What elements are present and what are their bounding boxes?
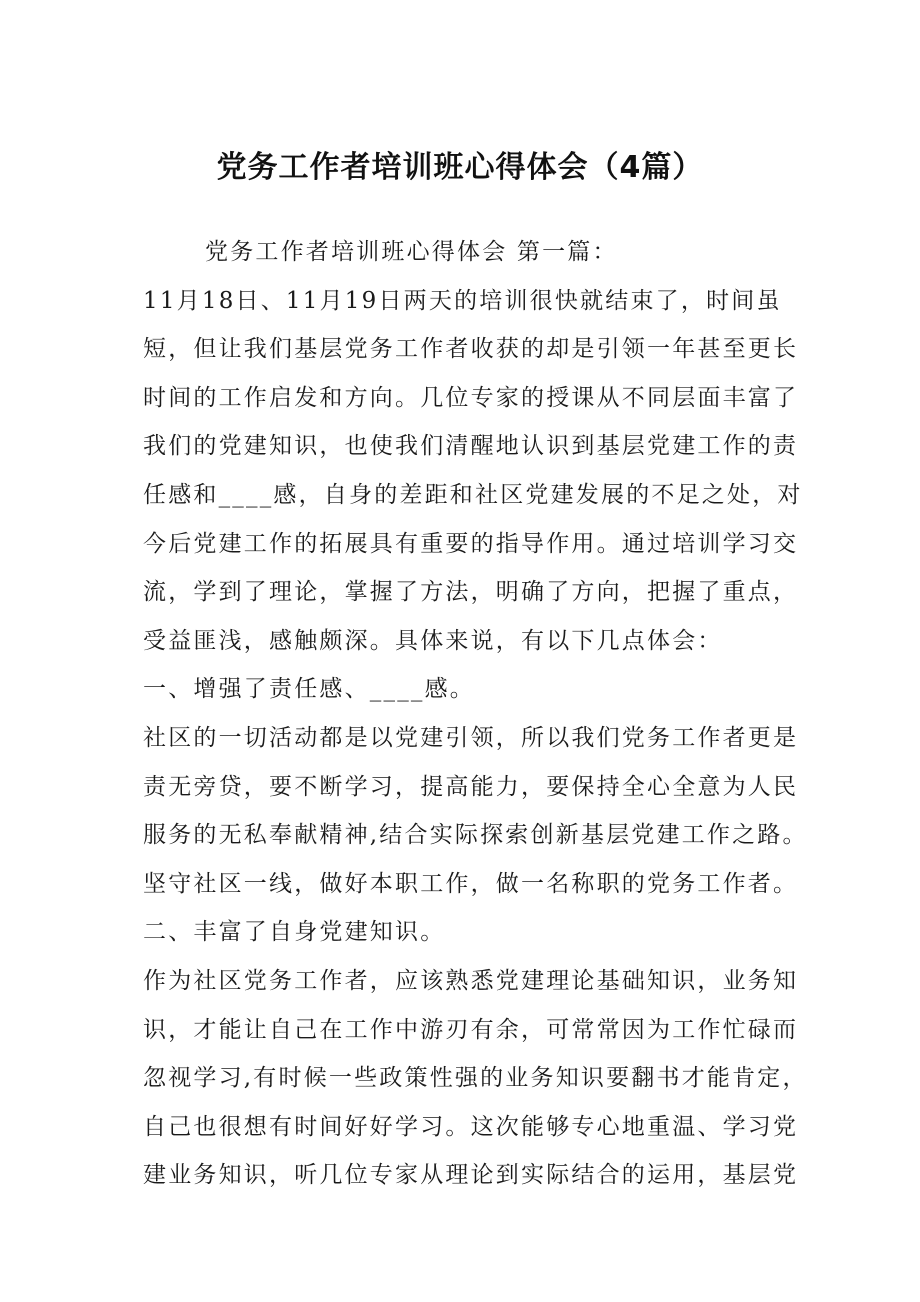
paragraph-line: 任感和____感，自身的差距和社区党建发展的不足之处，对 bbox=[143, 481, 803, 508]
paragraph-line: 时间的工作启发和方向。几位专家的授课从不同层面丰富了 bbox=[143, 384, 799, 411]
paragraph-line: 忽视学习,有时候一些政策性强的业务知识要翻书才能肯定， bbox=[143, 1065, 808, 1092]
paragraph-line: 自己也很想有时间好好学习。这次能够专心地重温、学习党 bbox=[143, 1113, 799, 1140]
document-body bbox=[143, 228, 808, 1200]
paragraph-line: 建业务知识，听几位专家从理论到实际结合的运用，基层党 bbox=[143, 1162, 799, 1189]
paragraph-line: 服务的无私奉献精神,结合实际探索创新基层党建工作之路。 bbox=[143, 822, 808, 849]
paragraph-line: 今后党建工作的拓展具有重要的指导作用。通过培训学习交 bbox=[143, 530, 799, 557]
paragraph-line: 我们的党建知识，也使我们清醒地认识到基层党建工作的责 bbox=[143, 433, 799, 460]
document-title: 党务工作者培训班心得体会（4篇） bbox=[216, 150, 704, 185]
paragraph-line: 坚守社区一线，做好本职工作，做一名称职的党务工作者。 bbox=[143, 870, 799, 897]
paragraph-line: 责无旁贷，要不断学习，提高能力，要保持全心全意为人民 bbox=[143, 773, 799, 800]
paragraph-line: 作为社区党务工作者，应该熟悉党建理论基础知识，业务知 bbox=[143, 967, 799, 994]
paragraph-line: 社区的一切活动都是以党建引领，所以我们党务工作者更是 bbox=[143, 724, 799, 751]
paragraph-line: 短，但让我们基层党务工作者收获的却是引领一年甚至更长 bbox=[143, 336, 799, 363]
subheading-1: 一、增强了责任感、____感。 bbox=[143, 676, 475, 703]
paragraph-line: 识，才能让自己在工作中游刃有余，可常常因为工作忙碌而 bbox=[143, 1016, 799, 1043]
section-heading: 党务工作者培训班心得体会 第一篇： bbox=[205, 239, 618, 265]
subheading-2: 二、丰富了自身党建知识。 bbox=[143, 919, 446, 946]
paragraph-line: 11月18日、11月19日两天的培训很快就结束了，时间虽 bbox=[143, 287, 782, 314]
paragraph-line: 流，学到了理论，掌握了方法，明确了方向，把握了重点， bbox=[143, 579, 799, 606]
paragraph-line: 受益匪浅，感触颇深。具体来说，有以下几点体会： bbox=[143, 627, 723, 654]
